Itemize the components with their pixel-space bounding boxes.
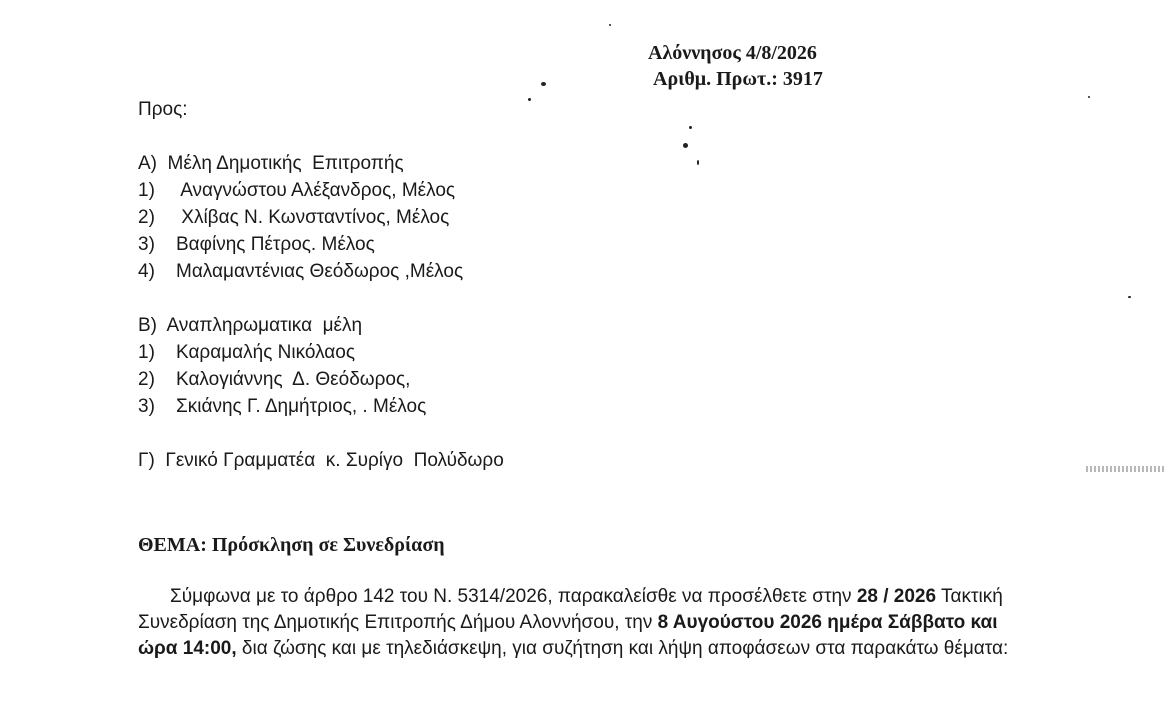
body-paragraph bbox=[138, 584, 1038, 662]
body-text-3: δια ζώσης και με τηλεδιάσκεψη, για συζήτηση και λήψη αποφάσεων στα παρακάτω θέματα: bbox=[236, 638, 1009, 659]
scan-speck bbox=[541, 82, 546, 86]
item-number: 1) bbox=[138, 180, 155, 201]
scan-speck bbox=[683, 143, 688, 148]
place-date: Αλόννησος 4/8/2026 bbox=[648, 42, 817, 64]
item-number: 4) bbox=[138, 261, 155, 282]
group-c-label: Γ) Γενικό Γραμματέα κ. Συρίγο Πολύδωρο bbox=[138, 450, 504, 471]
list-item bbox=[138, 258, 504, 285]
scan-speck bbox=[1088, 96, 1090, 98]
letter-header bbox=[648, 40, 823, 92]
member-name: Αναγνώστου Αλέξανδρος, Μέλος bbox=[176, 180, 456, 201]
group-b-label: Β) Αναπληρωματικα μέλη bbox=[138, 315, 363, 336]
item-number: 1) bbox=[138, 342, 155, 363]
list-item bbox=[138, 366, 504, 393]
body-text-2: Τακτική Συνεδρίαση της Δημοτικής Επιτροπής Δήμου Αλοννήσου, την bbox=[138, 586, 1003, 633]
member-name: Σκιάνης Γ. Δημήτριος, . Μέλος bbox=[176, 396, 427, 417]
scan-speck bbox=[689, 126, 692, 129]
list-item bbox=[138, 393, 504, 420]
scan-speck bbox=[697, 160, 699, 165]
member-name: Καλογιάννης Δ. Θεόδωρος, bbox=[176, 369, 411, 390]
list-item bbox=[138, 339, 504, 366]
list-item bbox=[138, 231, 504, 258]
scan-speck bbox=[1128, 296, 1131, 298]
item-number: 3) bbox=[138, 396, 155, 417]
member-name: Χλίβας Ν. Κωνσταντίνος, Μέλος bbox=[176, 207, 450, 228]
to-label: Προς: bbox=[138, 99, 188, 120]
member-name: Μαλαμαντένιας Θεόδωρος ,Μέλος bbox=[176, 261, 464, 282]
item-number: 2) bbox=[138, 207, 155, 228]
list-item bbox=[138, 204, 504, 231]
scan-noise bbox=[1086, 466, 1164, 472]
group-a-label: Α) Μέλη Δημοτικής Επιτροπής bbox=[138, 153, 404, 174]
member-name: Καραμαλής Νικόλαος bbox=[176, 342, 355, 363]
member-name: Βαφίνης Πέτρος. Μέλος bbox=[176, 234, 375, 255]
recipients-block bbox=[138, 96, 504, 474]
body-text-1: Σύμφωνα με το άρθρο 142 του Ν. 5314/2026, παρακαλείσθε να προσέλθετε στην bbox=[170, 586, 857, 607]
protocol-number: Αριθμ. Πρωτ.: 3917 bbox=[653, 68, 823, 90]
meeting-number: 28 / 2026 bbox=[856, 586, 937, 607]
subject-line: ΘΕΜΑ: Πρόσκληση σε Συνεδρίαση bbox=[138, 534, 445, 556]
item-number: 2) bbox=[138, 369, 155, 390]
meeting-datetime: 8 Αυγούστου 2026 ημέρα Σάββατο και ώρα 14:00, bbox=[138, 612, 998, 659]
scan-speck bbox=[528, 98, 531, 101]
list-item bbox=[138, 177, 504, 204]
item-number: 3) bbox=[138, 234, 155, 255]
scan-speck bbox=[609, 24, 611, 26]
